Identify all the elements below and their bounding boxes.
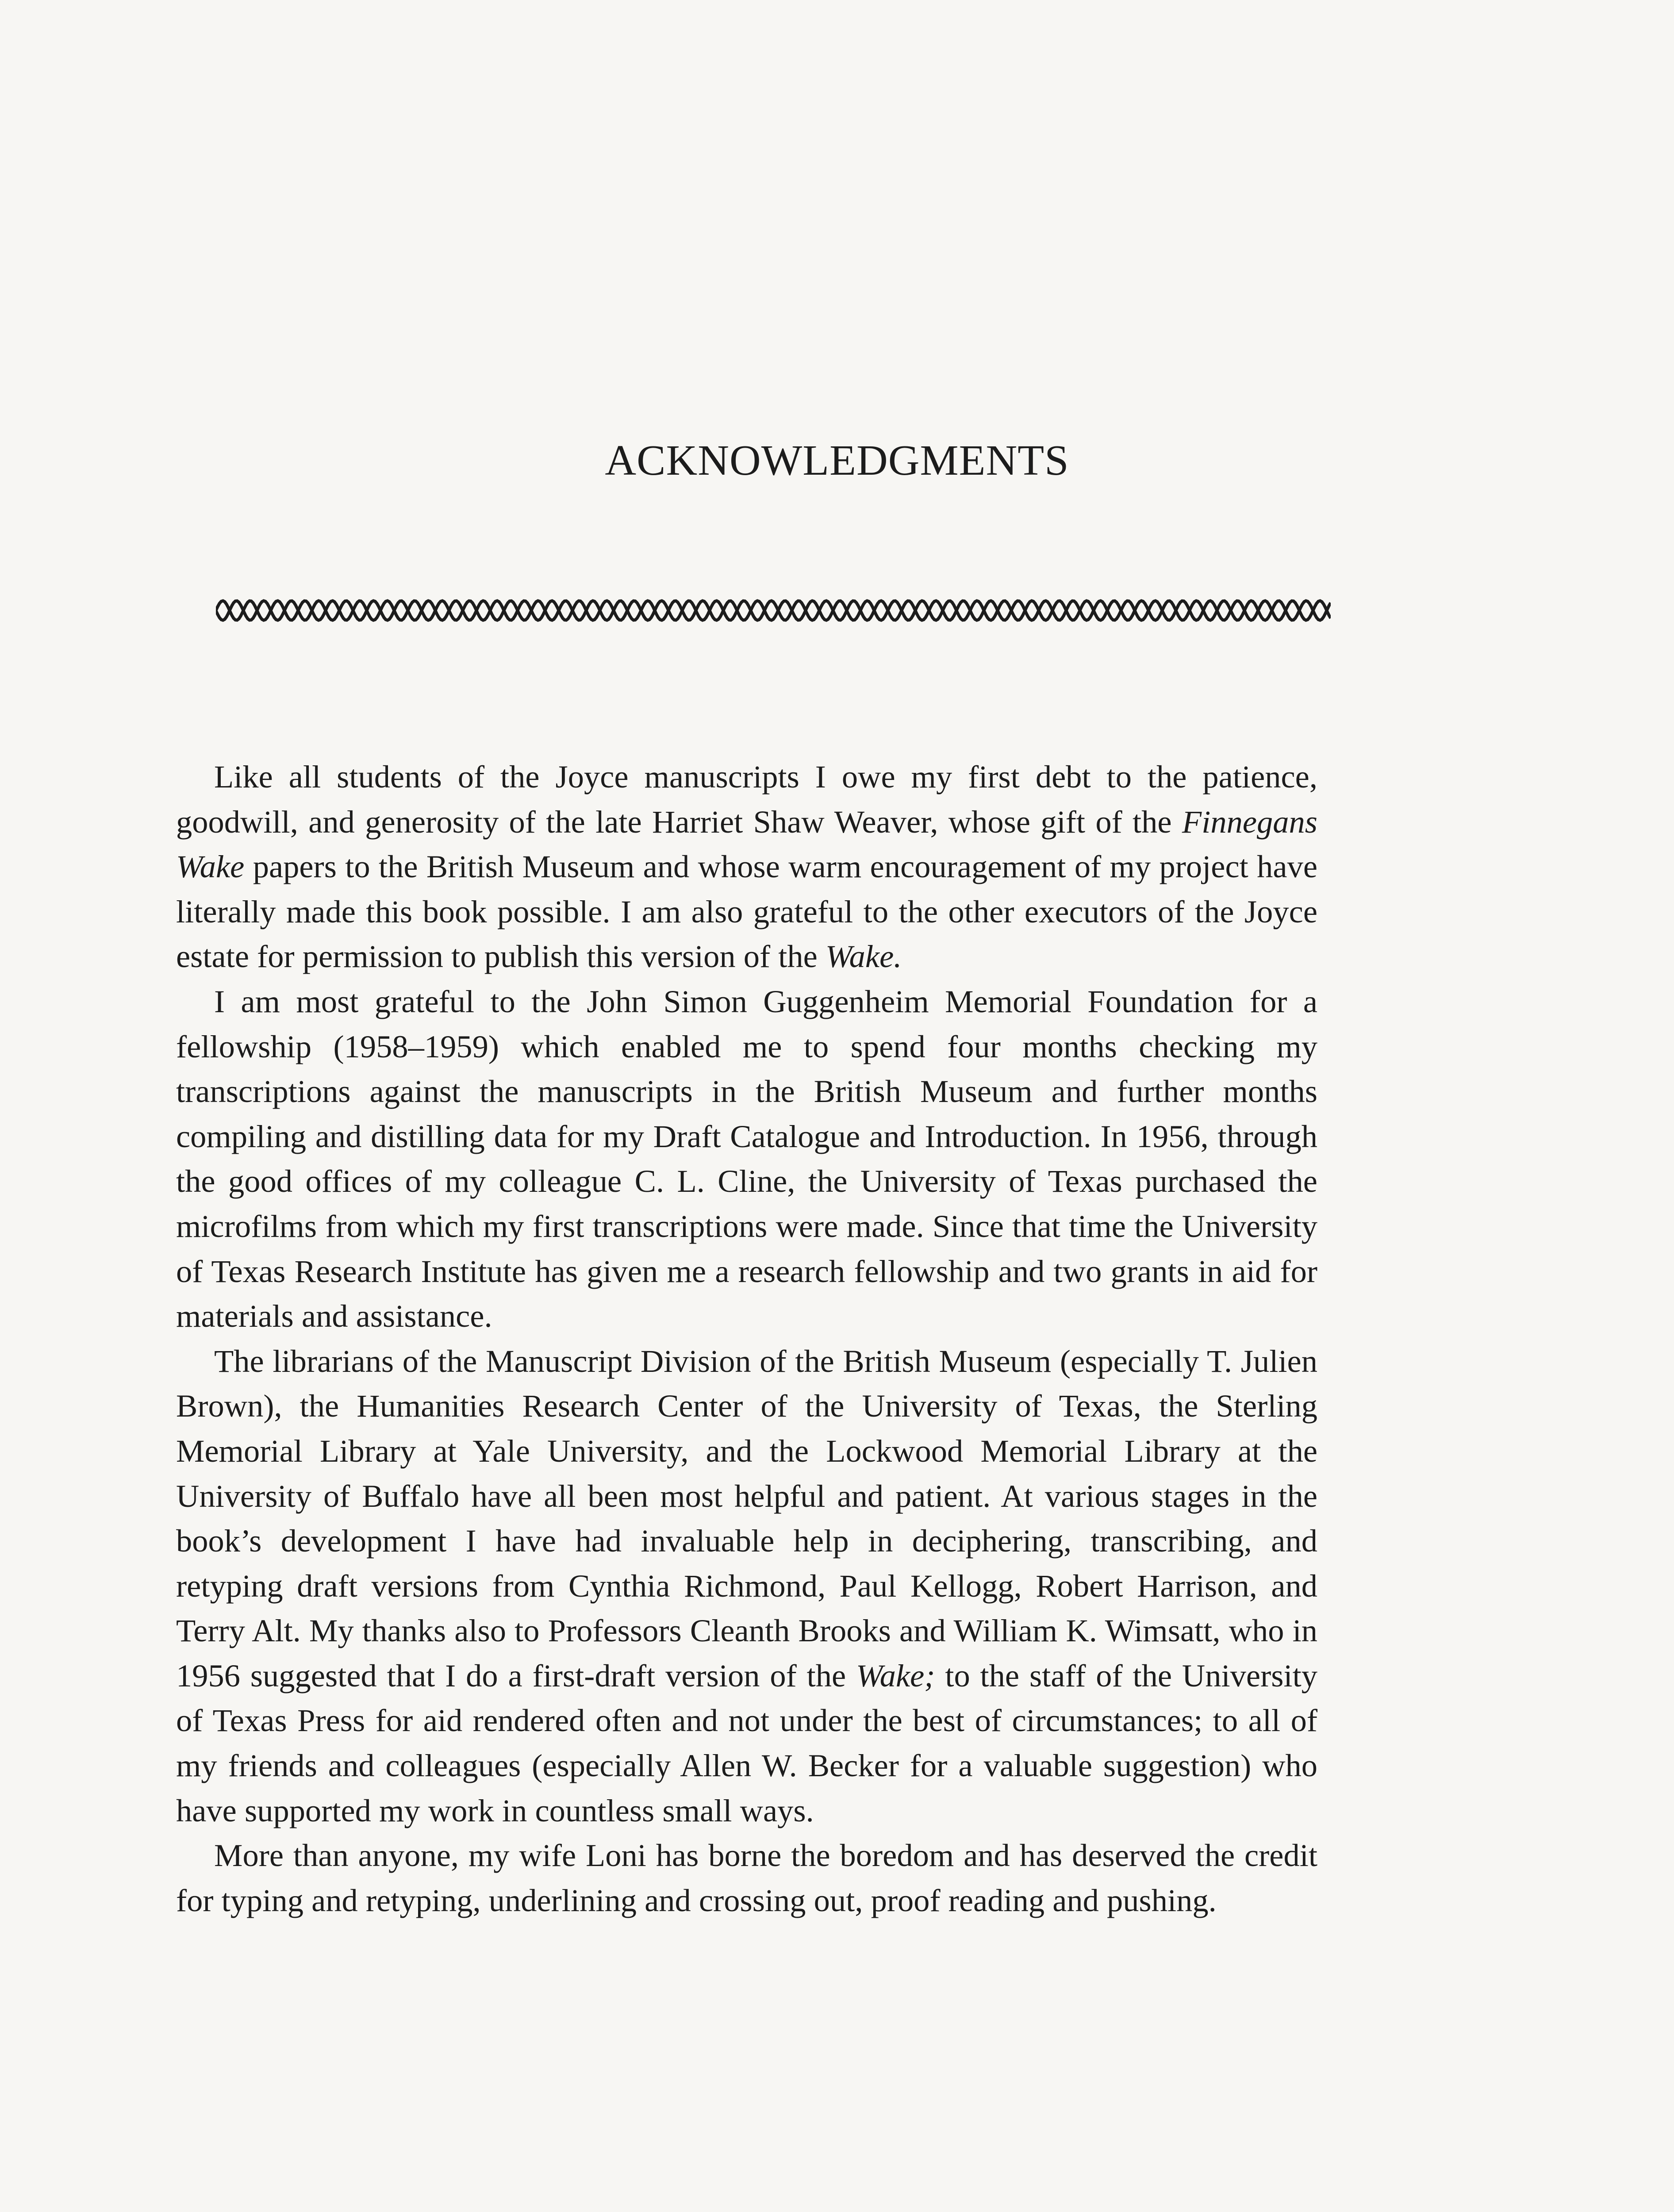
paragraph-librarians [176,1339,1317,1833]
paragraph-guggenheim-intro [176,754,1317,979]
page-title: ACKNOWLEDGMENTS [605,437,1069,484]
italic-title-wake-2: Wake; [856,1657,935,1694]
paragraph-3-text-b: to the staff of the University of Texas Press for aid rendered often and not under the best of circumstances; to all of my friends and colleagues (especially Allen W. Becker for a valuable suggestion) who have supported my work in countless small ways. [176,1657,1317,1828]
paragraph-wife: More than anyone, my wife Loni has borne the boredom and has deserved the credit for typing and retyping, underlining and crossing out, proof reading and pushing. [176,1837,1317,1918]
paragraph-guggenheim: I am most grateful to the John Simon Guggenheim Memorial Foundation for a fellowship (1958–1959) which enabled me to spend four months checking my transcriptions against the manuscripts in the British Museum and further months compiling and distilling data for my Draft Catalogue and Introduction. In 1956, through the good offices of my colleague C. L. Cline, the University of Texas purchased the microfilms from which my first transcriptions were made. Since that time the University of Texas Research Institute has given me a research fellowship and two grants in aid for materials and assistance. [176,983,1317,1334]
acknowledgments-body [176,754,1317,1923]
paragraph-1-text-b: papers to the British Museum and whose warm encouragement of my project have literally made this book possible. I am also grateful to the other executors of the Joyce estate for permission to publish this version of the [176,849,1317,975]
paragraph-3-text-a: The librarians of the Manuscript Division of the British Museum (especially T. Julien Brown), the Humanities Research Center of the University of Texas, the Sterling Memorial Library at Yale University, and the Lockwood Memorial Library at the University of Buffalo have all been most helpful and patient. At various stages in the book’s development I have had invaluable help in deciphering, transcribing, and retyping draft versions from Cynthia Richmond, Paul Kellogg, Robert Harrison, and Terry Alt. My thanks also to Professors Cleanth Brooks and William K. Wimsatt, who in 1956 suggested that I do a first-draft version of the [176,1343,1317,1694]
italic-title-wake: Wake. [825,938,902,975]
wave-ornament-divider [216,595,1331,626]
paragraph-1-text-a: Like all students of the Joyce manuscripts I owe my first debt to the patience, goodwill, and generosity of the late Harriet Shaw Weaver, whose gift of the [176,759,1317,840]
italic-title-finnegans-wake: Finnegans Wake [176,803,1317,885]
